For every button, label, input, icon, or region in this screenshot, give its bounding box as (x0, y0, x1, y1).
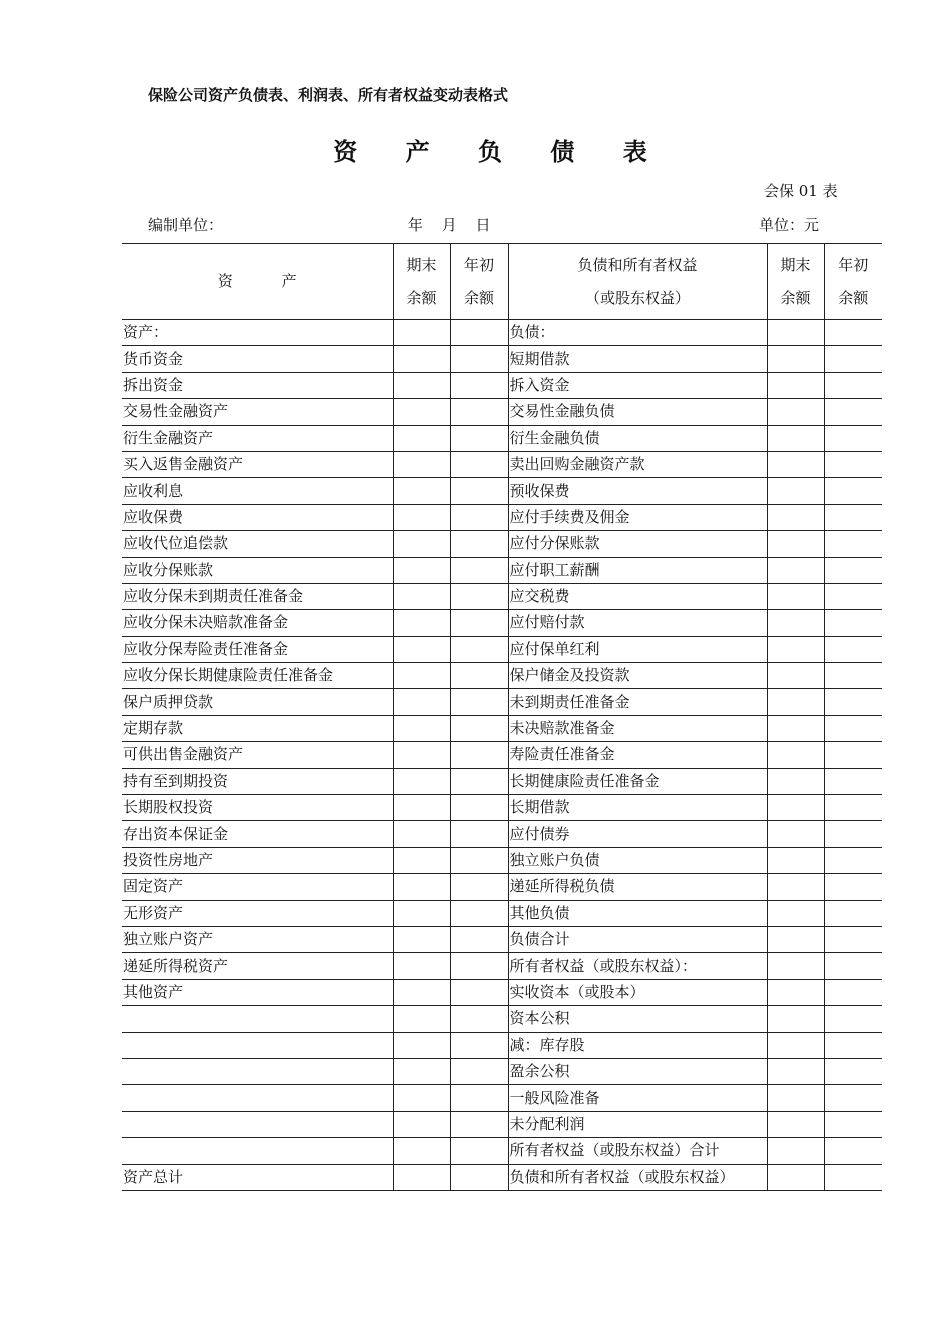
asset-item-cell: 其他资产 (122, 979, 393, 1005)
asset-end-balance-cell (393, 1138, 450, 1164)
liability-item-cell: 拆入资金 (508, 372, 767, 398)
asset-end-balance-cell (393, 663, 450, 689)
asset-end-balance-cell (393, 1164, 450, 1190)
header-line: 余额 (406, 288, 437, 307)
asset-item-cell (122, 1085, 393, 1111)
asset-end-balance-cell (393, 715, 450, 741)
liability-end-balance-cell (767, 1085, 824, 1111)
asset-begin-balance-cell (450, 795, 508, 821)
liability-end-balance-cell (767, 1032, 824, 1058)
liability-end-balance-cell (767, 583, 824, 609)
table-row (122, 1006, 882, 1032)
table-row (122, 346, 882, 372)
assets-column-header: 资 产 (122, 244, 393, 320)
liability-end-balance-cell (767, 663, 824, 689)
liability-end-balance-cell (767, 478, 824, 504)
liability-begin-balance-cell (824, 821, 882, 847)
table-row (122, 874, 882, 900)
table-row (122, 425, 882, 451)
asset-item-cell: 货币资金 (122, 346, 393, 372)
liability-begin-balance-cell (824, 451, 882, 477)
table-row (122, 742, 882, 768)
liability-begin-balance-cell (824, 715, 882, 741)
asset-begin-balance-cell (450, 821, 508, 847)
table-row (122, 636, 882, 662)
liability-end-balance-cell (767, 557, 824, 583)
liability-end-balance-cell (767, 926, 824, 952)
liability-item-cell: 衍生金融负债 (508, 425, 767, 451)
table-row (122, 689, 882, 715)
liability-item-cell: 独立账户负债 (508, 847, 767, 873)
liability-end-balance-cell (767, 1058, 824, 1084)
liability-end-balance-cell (767, 399, 824, 425)
asset-item-cell: 应收分保长期健康险责任准备金 (122, 663, 393, 689)
asset-item-cell: 保户质押贷款 (122, 689, 393, 715)
balance-sheet-table (122, 243, 882, 1191)
liability-begin-balance-cell (824, 1164, 882, 1190)
table-row (122, 1032, 882, 1058)
asset-end-balance-cell (393, 504, 450, 530)
liability-begin-balance-cell (824, 926, 882, 952)
balance-sheet-title: 资 产 负 债 表 (333, 137, 667, 166)
liability-end-balance-cell (767, 847, 824, 873)
asset-begin-balance-cell (450, 1164, 508, 1190)
liability-item-cell: 未决赔款准备金 (508, 715, 767, 741)
asset-end-balance-cell (393, 1058, 450, 1084)
header-line: 余额 (463, 288, 494, 307)
asset-begin-balance-cell (450, 953, 508, 979)
liability-end-balance-cell (767, 768, 824, 794)
liability-item-cell: 应付赔付款 (508, 610, 767, 636)
liability-item-cell: 资本公积 (508, 1006, 767, 1032)
liability-begin-balance-cell (824, 583, 882, 609)
asset-item-cell: 衍生金融资产 (122, 425, 393, 451)
table-row (122, 504, 882, 530)
table-row (122, 795, 882, 821)
asset-begin-balance-cell (450, 1006, 508, 1032)
liability-item-cell: 所有者权益（或股东权益）合计 (508, 1138, 767, 1164)
liability-item-cell: 实收资本（或股本） (508, 979, 767, 1005)
asset-end-balance-cell (393, 399, 450, 425)
table-row (122, 768, 882, 794)
asset-item-cell: 拆出资金 (122, 372, 393, 398)
asset-begin-balance-cell (450, 478, 508, 504)
asset-item-cell: 递延所得税资产 (122, 953, 393, 979)
liability-item-cell: 未到期责任准备金 (508, 689, 767, 715)
table-header-row (122, 244, 882, 320)
liability-begin-balance-cell (824, 874, 882, 900)
liability-begin-balance-cell (824, 795, 882, 821)
asset-begin-balance-cell (450, 583, 508, 609)
liability-begin-balance-cell (824, 346, 882, 372)
liability-end-balance-cell (767, 715, 824, 741)
table-row (122, 847, 882, 873)
asset-end-balance-cell (393, 557, 450, 583)
liability-begin-balance-cell (824, 1085, 882, 1111)
table-row (122, 531, 882, 557)
asset-begin-balance-cell (450, 425, 508, 451)
asset-end-balance-cell (393, 636, 450, 662)
asset-item-cell: 持有至到期投资 (122, 768, 393, 794)
asset-begin-balance-cell (450, 742, 508, 768)
liability-begin-balance-cell (824, 1058, 882, 1084)
liability-begin-balance-cell (824, 1006, 882, 1032)
liability-end-balance-cell (767, 320, 824, 346)
liability-item-cell: 负债： (508, 320, 767, 346)
liability-end-balance-cell (767, 742, 824, 768)
asset-item-cell: 资产总计 (122, 1164, 393, 1190)
asset-end-balance-cell (393, 451, 450, 477)
table-row (122, 320, 882, 346)
asset-end-balance-cell (393, 346, 450, 372)
asset-item-cell: 应收利息 (122, 478, 393, 504)
table-body (122, 320, 882, 1191)
table-row (122, 715, 882, 741)
liability-item-cell: 应交税费 (508, 583, 767, 609)
liability-end-balance-cell (767, 425, 824, 451)
asset-end-balance-cell (393, 425, 450, 451)
asset-end-balance-cell (393, 953, 450, 979)
asset-item-cell: 独立账户资产 (122, 926, 393, 952)
liability-begin-balance-cell (824, 953, 882, 979)
asset-end-balance-cell (393, 768, 450, 794)
asset-end-balance-cell (393, 1032, 450, 1058)
liability-end-balance-cell (767, 874, 824, 900)
liability-begin-balance-cell (824, 1138, 882, 1164)
liability-begin-balance-cell (824, 425, 882, 451)
asset-end-balance-cell (393, 979, 450, 1005)
liabilities-column-header (508, 244, 767, 320)
table-row (122, 953, 882, 979)
asset-begin-balance-cell (450, 451, 508, 477)
asset-item-cell: 应收分保账款 (122, 557, 393, 583)
liability-item-cell: 应付保单红利 (508, 636, 767, 662)
liability-item-cell: 应付职工薪酬 (508, 557, 767, 583)
table-row (122, 372, 882, 398)
asset-end-balance-cell (393, 583, 450, 609)
liability-item-cell: 未分配利润 (508, 1111, 767, 1137)
liability-item-cell: 一般风险准备 (508, 1085, 767, 1111)
asset-begin-balance-cell (450, 372, 508, 398)
liability-end-balance-cell (767, 795, 824, 821)
asset-begin-balance-cell (450, 900, 508, 926)
asset-item-cell (122, 1058, 393, 1084)
liability-begin-balance-cell (824, 847, 882, 873)
liability-begin-balance-cell (824, 610, 882, 636)
liability-end-balance-cell (767, 610, 824, 636)
asset-begin-balance-cell (450, 874, 508, 900)
table-row (122, 1085, 882, 1111)
asset-item-cell: 应收分保未到期责任准备金 (122, 583, 393, 609)
asset-begin-balance-cell (450, 557, 508, 583)
liability-item-cell: 其他负债 (508, 900, 767, 926)
currency-unit-label: 单位：元 (759, 216, 820, 234)
asset-end-balance-cell (393, 320, 450, 346)
liability-item-cell: 应付债券 (508, 821, 767, 847)
table-row (122, 610, 882, 636)
asset-end-balance-cell (393, 874, 450, 900)
header-line: 年初 (838, 255, 869, 274)
liability-begin-balance-cell (824, 636, 882, 662)
asset-begin-balance-cell (450, 663, 508, 689)
table-row (122, 1138, 882, 1164)
liability-begin-balance-cell (824, 979, 882, 1005)
asset-item-cell (122, 1032, 393, 1058)
table-row (122, 583, 882, 609)
asset-item-cell: 资产： (122, 320, 393, 346)
asset-begin-balance-cell (450, 1085, 508, 1111)
asset-end-balance-cell (393, 926, 450, 952)
asset-item-cell: 应收分保未决赔款准备金 (122, 610, 393, 636)
liability-end-balance-cell (767, 1164, 824, 1190)
liability-item-cell: 预收保费 (508, 478, 767, 504)
table-row (122, 900, 882, 926)
header-line: 期末 (406, 255, 437, 274)
liability-begin-balance-header (824, 244, 882, 320)
asset-end-balance-cell (393, 795, 450, 821)
asset-begin-balance-cell (450, 504, 508, 530)
asset-begin-balance-cell (450, 320, 508, 346)
liability-end-balance-cell (767, 1138, 824, 1164)
asset-end-balance-cell (393, 1006, 450, 1032)
table-row (122, 821, 882, 847)
asset-begin-balance-cell (450, 346, 508, 372)
liability-begin-balance-cell (824, 768, 882, 794)
asset-item-cell (122, 1138, 393, 1164)
asset-item-cell: 应收保费 (122, 504, 393, 530)
liability-end-balance-cell (767, 372, 824, 398)
asset-end-balance-cell (393, 742, 450, 768)
table-row (122, 451, 882, 477)
asset-begin-balance-cell (450, 1138, 508, 1164)
liability-begin-balance-cell (824, 504, 882, 530)
asset-begin-balance-cell (450, 689, 508, 715)
liability-end-balance-cell (767, 953, 824, 979)
liability-item-cell: 负债和所有者权益（或股东权益） (508, 1164, 767, 1190)
asset-begin-balance-cell (450, 531, 508, 557)
asset-begin-balance-cell (450, 1032, 508, 1058)
table-row (122, 663, 882, 689)
liability-end-balance-cell (767, 1111, 824, 1137)
asset-item-cell: 存出资本保证金 (122, 821, 393, 847)
liability-begin-balance-cell (824, 689, 882, 715)
asset-item-cell: 投资性房地产 (122, 847, 393, 873)
liability-begin-balance-cell (824, 663, 882, 689)
table-row (122, 1111, 882, 1137)
liability-begin-balance-cell (824, 557, 882, 583)
table-row (122, 979, 882, 1005)
liability-end-balance-cell (767, 451, 824, 477)
liability-end-balance-cell (767, 821, 824, 847)
asset-begin-balance-cell (450, 768, 508, 794)
asset-begin-balance-header (450, 244, 508, 320)
asset-item-cell: 交易性金融资产 (122, 399, 393, 425)
asset-begin-balance-cell (450, 399, 508, 425)
liability-begin-balance-cell (824, 320, 882, 346)
asset-end-balance-cell (393, 1111, 450, 1137)
preparing-unit-label: 编制单位： (148, 216, 224, 234)
asset-begin-balance-cell (450, 847, 508, 873)
table-row (122, 1164, 882, 1190)
liability-end-balance-cell (767, 1006, 824, 1032)
liability-end-balance-cell (767, 531, 824, 557)
asset-end-balance-cell (393, 531, 450, 557)
liability-item-cell: 应付手续费及佣金 (508, 504, 767, 530)
asset-item-cell (122, 1111, 393, 1137)
asset-item-cell: 长期股权投资 (122, 795, 393, 821)
liability-begin-balance-cell (824, 478, 882, 504)
header-line: （或股东权益） (584, 288, 690, 307)
liability-begin-balance-cell (824, 900, 882, 926)
asset-end-balance-cell (393, 372, 450, 398)
liability-end-balance-cell (767, 689, 824, 715)
asset-end-balance-cell (393, 847, 450, 873)
asset-begin-balance-cell (450, 1058, 508, 1084)
liability-end-balance-cell (767, 979, 824, 1005)
liability-item-cell: 盈余公积 (508, 1058, 767, 1084)
header-line: 年初 (463, 255, 494, 274)
liability-item-cell: 寿险责任准备金 (508, 742, 767, 768)
liability-end-balance-cell (767, 900, 824, 926)
liability-item-cell: 所有者权益（或股东权益）： (508, 953, 767, 979)
asset-end-balance-header (393, 244, 450, 320)
asset-end-balance-cell (393, 900, 450, 926)
document-heading: 保险公司资产负债表、利润表、所有者权益变动表格式 (148, 86, 509, 104)
liability-end-balance-cell (767, 636, 824, 662)
asset-begin-balance-cell (450, 979, 508, 1005)
asset-begin-balance-cell (450, 1111, 508, 1137)
asset-item-cell: 无形资产 (122, 900, 393, 926)
asset-end-balance-cell (393, 478, 450, 504)
form-code: 会保 01 表 (764, 182, 838, 200)
liability-item-cell: 短期借款 (508, 346, 767, 372)
asset-item-cell: 应收代位追偿款 (122, 531, 393, 557)
liability-begin-balance-cell (824, 742, 882, 768)
asset-begin-balance-cell (450, 715, 508, 741)
table-row (122, 926, 882, 952)
liability-item-cell: 长期借款 (508, 795, 767, 821)
table-row (122, 557, 882, 583)
liability-item-cell: 负债合计 (508, 926, 767, 952)
liability-begin-balance-cell (824, 372, 882, 398)
liability-end-balance-cell (767, 346, 824, 372)
header-line: 余额 (838, 288, 869, 307)
liability-begin-balance-cell (824, 399, 882, 425)
asset-item-cell: 应收分保寿险责任准备金 (122, 636, 393, 662)
asset-begin-balance-cell (450, 926, 508, 952)
liability-item-cell: 保户储金及投资款 (508, 663, 767, 689)
liability-item-cell: 减：库存股 (508, 1032, 767, 1058)
liability-item-cell: 卖出回购金融资产款 (508, 451, 767, 477)
asset-end-balance-cell (393, 1085, 450, 1111)
asset-item-cell: 买入返售金融资产 (122, 451, 393, 477)
liability-item-cell: 递延所得税负债 (508, 874, 767, 900)
liability-end-balance-header (767, 244, 824, 320)
liability-begin-balance-cell (824, 531, 882, 557)
asset-item-cell (122, 1006, 393, 1032)
asset-end-balance-cell (393, 610, 450, 636)
header-line: 期末 (780, 255, 811, 274)
asset-item-cell: 可供出售金融资产 (122, 742, 393, 768)
liability-item-cell: 长期健康险责任准备金 (508, 768, 767, 794)
table-row (122, 399, 882, 425)
asset-begin-balance-cell (450, 610, 508, 636)
liability-begin-balance-cell (824, 1032, 882, 1058)
table-row (122, 478, 882, 504)
header-line: 余额 (780, 288, 811, 307)
asset-end-balance-cell (393, 821, 450, 847)
liability-item-cell: 交易性金融负债 (508, 399, 767, 425)
liability-end-balance-cell (767, 504, 824, 530)
table-row (122, 1058, 882, 1084)
date-line: 年 月 日 (408, 216, 491, 234)
liability-item-cell: 应付分保账款 (508, 531, 767, 557)
asset-item-cell: 定期存款 (122, 715, 393, 741)
asset-begin-balance-cell (450, 636, 508, 662)
liability-begin-balance-cell (824, 1111, 882, 1137)
asset-item-cell: 固定资产 (122, 874, 393, 900)
asset-end-balance-cell (393, 689, 450, 715)
header-line: 负债和所有者权益 (577, 255, 698, 274)
